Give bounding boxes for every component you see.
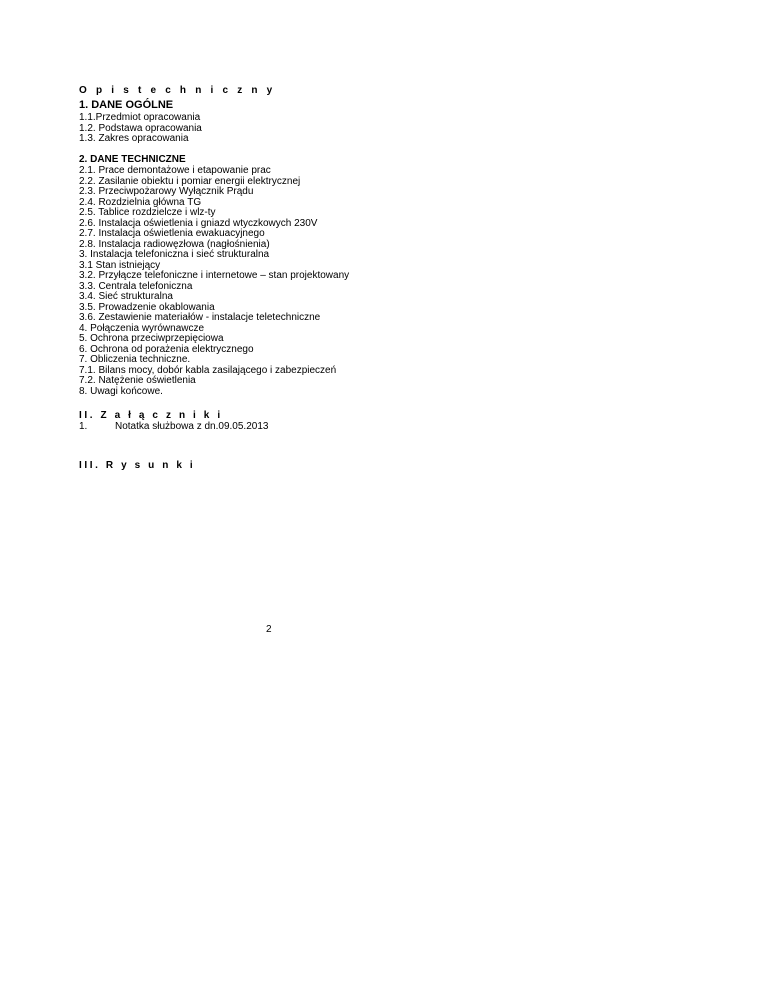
list-item: 3.1 Stan istniejący xyxy=(79,259,161,271)
list-item: 6. Ochrona od porażenia elektrycznego xyxy=(79,343,254,355)
list-item: 1.3. Zakres opracowania xyxy=(79,133,189,144)
list-item: 3.6. Zestawienie materiałów - instalacje teletechniczne xyxy=(79,312,321,323)
section-heading-technical-data: 2. DANE TECHNICZNE xyxy=(79,154,186,165)
attachment-number: 1. xyxy=(79,421,88,432)
section-heading-drawings: III. R y s u n k i xyxy=(79,460,196,471)
list-item: 2.8. Instalacja radiowęzłowa (nagłośnienia) xyxy=(79,238,270,250)
list-item: 5. Ochrona przeciwprzepięciowa xyxy=(79,333,224,344)
list-item: 4. Połączenia wyrównawcze xyxy=(79,322,205,334)
list-item: 3.2. Przyłącze telefoniczne i internetowe – stan projektowany xyxy=(79,270,350,281)
list-item: 2.2. Zasilanie obiektu i pomiar energii elektrycznej xyxy=(79,175,301,187)
list-item: 2.4. Rozdzielnia główna TG xyxy=(79,196,202,208)
attachment-item xyxy=(79,421,268,432)
list-item: 2.1. Prace demontażowe i etapowanie prac xyxy=(79,165,271,176)
list-item: 3.4. Sieć strukturalna xyxy=(79,291,173,302)
section-heading-general-data: 1. DANE OGÓLNE xyxy=(79,99,174,111)
list-item: 7.1. Bilans mocy, dobór kabla zasilającego i zabezpieczeń xyxy=(79,364,337,376)
list-item: 7. Obliczenia techniczne. xyxy=(79,354,191,365)
list-item: 2.7. Instalacja oświetlenia ewakuacyjnego xyxy=(79,228,265,239)
document-title: O p i s t e c h n i c z n y xyxy=(79,85,276,96)
general-data-list xyxy=(79,113,202,145)
list-item: 3. Instalacja telefoniczna i sieć strukturalna xyxy=(79,249,270,260)
list-item: 3.3. Centrala telefoniczna xyxy=(79,280,193,292)
list-item: 1.1.Przedmiot opracowania xyxy=(79,112,201,123)
technical-data-list xyxy=(79,166,349,397)
list-item: 3.5. Prowadzenie okablowania xyxy=(79,301,215,313)
list-item: 2.3. Przeciwpożarowy Wyłącznik Prądu xyxy=(79,186,254,197)
attachment-text: Notatka służbowa z dn.09.05.2013 xyxy=(115,421,269,432)
list-item: 8. Uwagi końcowe. xyxy=(79,385,163,397)
list-item: 2.5. Tablice rozdzielcze i wlz-ty xyxy=(79,207,216,218)
page-number: 2 xyxy=(266,624,272,635)
list-item: 7.2. Natężenie oświetlenia xyxy=(79,375,196,386)
section-heading-attachments: II. Z a ł ą c z n i k i xyxy=(79,410,223,421)
list-item: 1.2. Podstawa opracowania xyxy=(79,122,202,134)
list-item: 2.6. Instalacja oświetlenia i gniazd wtyczkowych 230V xyxy=(79,217,318,229)
